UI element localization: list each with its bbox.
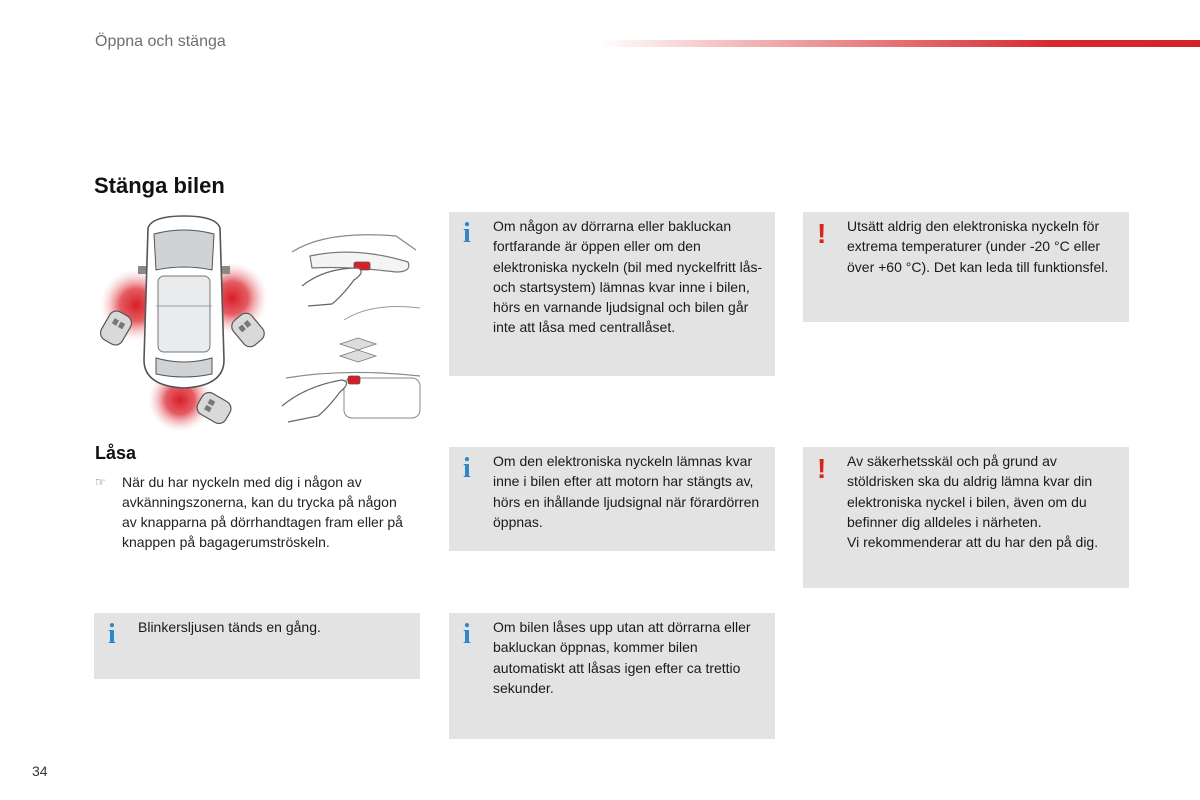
- info-text: Om bilen låses upp utan att dörrarna eller bakluckan öppnas, kommer bilen automatiskt att låsas igen efter ca trettio sekunder.: [493, 619, 751, 696]
- tailgate-button-icon: [282, 307, 420, 423]
- info-text: Om någon av dörrarna eller bakluckan fortfarande är öppen eller om den elektroniska nyckeln (bil med nyckelfritt lås- och startsystem) lämnas kvar inne i bilen, hörs en varnande ljudsignal och bilen går inte att låsa med centrallåset.: [493, 218, 763, 336]
- info-box-key-left: [449, 447, 775, 551]
- info-icon: i: [463, 453, 471, 484]
- warning-text: Utsätt aldrig den elektroniska nyckeln för extrema temperaturer (under -20 °C eller över +60 °C). Det kan leda till funktionsfel.: [847, 218, 1109, 275]
- warning-box-temperature: [803, 212, 1129, 322]
- lasa-instruction-text: När du har nyckeln med dig i någon av avkänningszonerna, kan du trycka på någon av knapparna på dörrhandtagen fram eller på knappen på bagagerumströskeln.: [122, 474, 403, 550]
- info-icon: i: [463, 218, 471, 249]
- section-title: Öppna och stänga: [95, 33, 226, 50]
- warning-icon: !: [817, 453, 827, 484]
- info-box-blinkers: [94, 613, 420, 679]
- info-icon: i: [463, 619, 471, 650]
- door-handle-button-icon: [292, 235, 416, 306]
- info-box-relock: [449, 613, 775, 739]
- info-icon: i: [108, 619, 116, 650]
- warning-text-line2: Vi rekommenderar att du har den på dig.: [847, 534, 1099, 551]
- keyless-locking-illustration: [96, 210, 424, 432]
- header-accent-bar: [600, 40, 1200, 47]
- lasa-heading: Låsa: [95, 443, 137, 463]
- warning-text-line1: Av säkerhetsskäl och på grund av stöldrisken ska du aldrig lämna kvar din elektroniska nyckel i bilen, även om du befinner dig alldeles i närheten.: [847, 453, 1093, 530]
- warning-icon: !: [817, 218, 827, 249]
- info-text: Blinkersljusen tänds en gång.: [138, 619, 321, 635]
- hand-pointer-icon: ☞: [95, 475, 106, 489]
- lasa-instruction: [95, 472, 405, 552]
- car-top-view-icon: [138, 216, 230, 388]
- page-number: 34: [32, 763, 48, 779]
- page-heading: Stänga bilen: [94, 173, 225, 198]
- warning-text: [847, 451, 1121, 552]
- info-text: Om den elektroniska nyckeln lämnas kvar inne i bilen efter att motorn har stängts av, hörs en ihållande ljudsignal när förardörren öppnas.: [493, 453, 760, 530]
- warning-box-theft: [803, 447, 1129, 588]
- info-box-door-open: [449, 212, 775, 376]
